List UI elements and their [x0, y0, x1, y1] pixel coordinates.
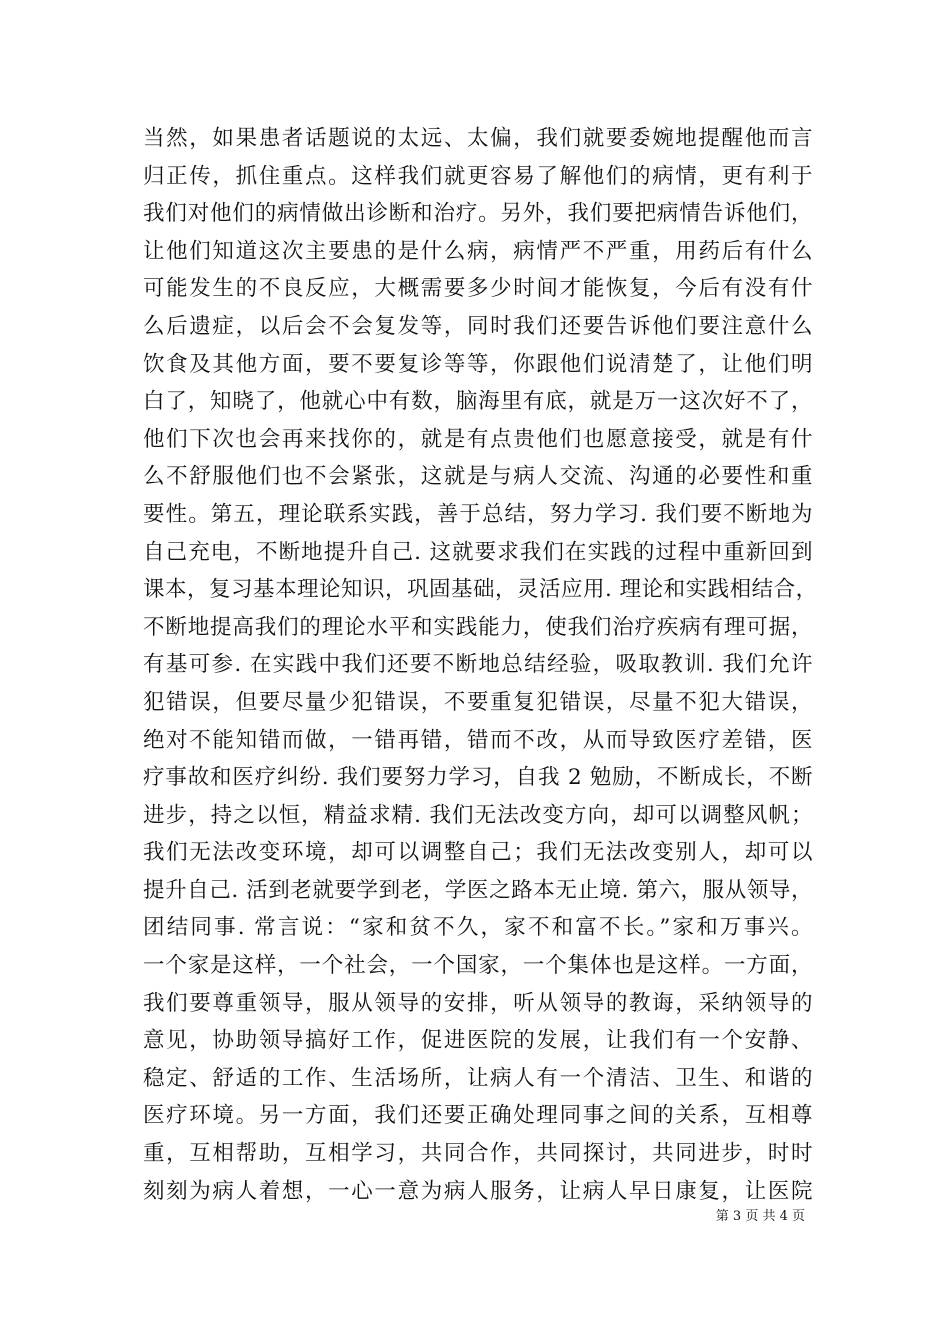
text-line: 疗事故和医疗纠纷. 我们要努力学习，自我 2 勉励，不断成长，不断 — [143, 765, 813, 791]
text-line: 团结同事. 常言说：“家和贫不久，家不和富不长。”家和万事兴。 — [143, 915, 813, 941]
text-line: 归正传，抓住重点。这样我们就更容易了解他们的病情，更有利于 — [143, 163, 813, 189]
text-line: 自己充电，不断地提升自己. 这就要求我们在实践的过程中重新回到 — [143, 539, 813, 565]
text-line: 饮食及其他方面，要不要复诊等等，你跟他们说清楚了，让他们明 — [143, 351, 813, 377]
text-line: 提升自己. 活到老就要学到老，学医之路本无止境. 第六，服从领导， — [143, 877, 813, 903]
text-line: 课本，复习基本理论知识，巩固基础，灵活应用. 理论和实践相结合， — [143, 577, 818, 603]
text-line: 么后遗症，以后会不会复发等，同时我们还要告诉他们要注意什么 — [143, 313, 813, 339]
text-line: 让他们知道这次主要患的是什么病，病情严不严重，用药后有什么 — [143, 238, 813, 264]
text-line: 当然，如果患者话题说的太远、太偏，我们就要委婉地提醒他而言 — [143, 126, 813, 151]
text-line: 他们下次也会再来找你的，就是有点贵他们也愿意接受，就是有什 — [143, 426, 813, 452]
page-number-footer: 第 3 页 共 4 页 — [715, 1209, 805, 1224]
text-line: 有基可参. 在实践中我们还要不断地总结经验，吸取教训. 我们允许 — [143, 652, 813, 678]
text-line: 么不舒服他们也不会紧张，这就是与病人交流、沟通的必要性和重 — [143, 464, 813, 490]
text-line: 可能发生的不良反应，大概需要多少时间才能恢复，今后有没有什 — [143, 276, 813, 302]
text-line: 我们对他们的病情做出诊断和治疗。另外，我们要把病情告诉他们， — [143, 201, 813, 227]
text-line: 绝对不能知错而做，一错再错，错而不改，从而导致医疗差错，医 — [143, 727, 813, 753]
text-line: 白了，知晓了，他就心中有数，脑海里有底，就是万一这次好不了， — [143, 389, 813, 415]
text-line: 医疗环境。另一方面，我们还要正确处理同事之间的关系，互相尊 — [143, 1103, 813, 1129]
text-line: 要性。第五，理论联系实践，善于总结，努力学习. 我们要不断地为 — [143, 501, 813, 527]
text-line: 稳定、舒适的工作、生活场所，让病人有一个清洁、卫生、和谐的 — [143, 1065, 813, 1091]
text-line: 犯错误，但要尽量少犯错误，不要重复犯错误，尽量不犯大错误， — [143, 689, 813, 715]
body-text — [143, 120, 818, 1210]
text-line: 重，互相帮助，互相学习，共同合作，共同探讨，共同进步，时时 — [143, 1141, 813, 1167]
text-line: 刻刻为病人着想，一心一意为病人服务，让病人早日康复，让医院 — [143, 1178, 813, 1204]
text-line: 我们要尊重领导，服从领导的安排，听从领导的教诲，采纳领导的 — [143, 990, 813, 1016]
text-line: 进步，持之以恒，精益求精. 我们无法改变方向，却可以调整风帆； — [143, 802, 813, 828]
text-line: 意见，协助领导搞好工作，促进医院的发展，让我们有一个安静、 — [143, 1028, 813, 1054]
text-line: 我们无法改变环境，却可以调整自己；我们无法改变别人，却可以 — [143, 840, 813, 866]
text-line: 一个家是这样，一个社会，一个国家，一个集体也是这样。一方面， — [143, 953, 813, 979]
text-line: 不断地提高我们的理论水平和实践能力，使我们治疗疾病有理可据， — [143, 614, 813, 640]
